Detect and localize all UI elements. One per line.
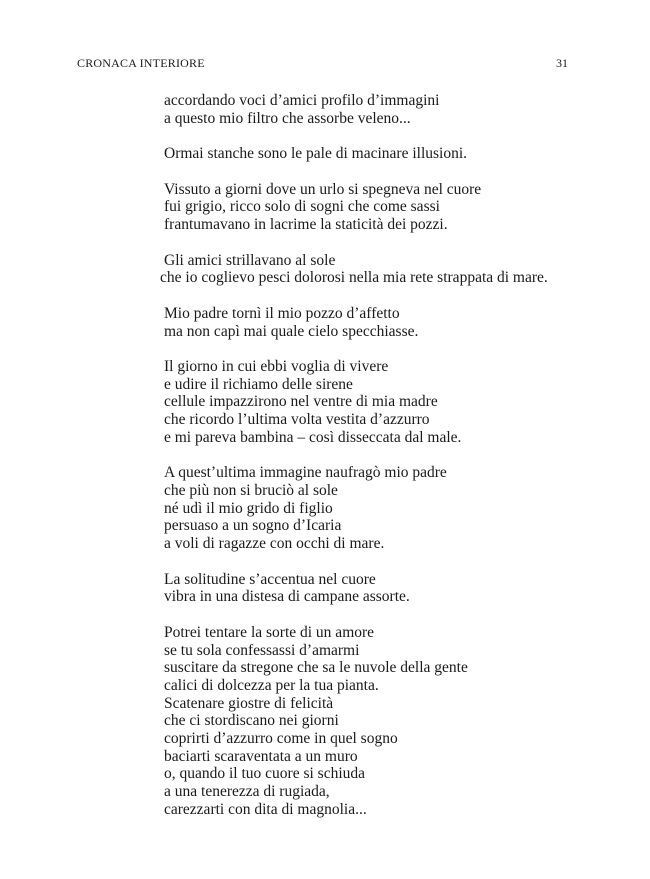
verse-line: Gli amici strillavano al sole [164,251,336,269]
running-title: CRONACA INTERIORE [77,56,205,70]
verse-line: a una tenerezza di rugiada, [164,783,330,801]
verse-line: e mi pareva bambina – così disseccata dal male. [164,428,462,446]
verse-line: che più non si bruciò al sole [164,482,338,500]
verse-line: fui grigio, ricco solo di sogni che come sassi [164,198,440,216]
verse-line: né udì il mio grido di figlio [164,499,333,517]
verse-line: o, quando il tuo cuore si schiuda [164,765,366,783]
verse-line: Scatenare giostre di felicità [164,694,334,712]
verse-line: Ormai stanche sono le pale di macinare illusioni. [164,145,468,163]
verse-line: ma non capì mai quale cielo specchiasse. [164,322,419,340]
stanza [164,92,624,127]
verse-line: persuaso a un sogno d’Icaria [164,517,342,535]
verse-line: A quest’ultima immagine naufragò mio padre [164,464,447,482]
stanza [164,624,624,819]
stanza [164,358,624,447]
verse-line: se tu sola confessassi d’amarmi [164,641,360,659]
verse-line: carezzarti con dita di magnolia... [164,800,367,818]
verse-line: vibra in una distesa di campane assorte. [164,588,410,606]
verse-line: calici di dolcezza per la tua pianta. [164,676,379,694]
verse-line: Vissuto a giorni dove un urlo si spegneva nel cuore [164,180,482,198]
verse-line: e udire il richiamo delle sirene [164,375,353,393]
verse-line: che ci stordiscano nei giorni [164,712,339,730]
verse-line: Potrei tentare la sorte di un amore [164,623,375,641]
verse-line: frantumavano in lacrime la staticità dei pozzi. [164,216,448,234]
stanza [164,145,624,163]
stanza [160,251,624,287]
verse-line: accordando voci d’amici profilo d’immagini [164,92,440,109]
stanza [164,305,624,340]
verse-line: suscitare da stregone che sa le nuvole della gente [164,659,468,677]
verse-line: coprirti d’azzurro come in quel sogno [164,730,398,748]
verse-line: Mio padre tornì il mio pozzo d’affetto [164,304,400,322]
verse-line: che ricordo l’ultima volta vestita d’azzurro [164,411,430,429]
stanza [164,571,624,606]
verse-line: La solitudine s’accentua nel cuore [164,570,376,588]
poem-body [160,92,624,836]
page-number: 31 [556,56,568,70]
verse-line: a voli di ragazze con occhi di mare. [164,535,385,553]
verse-line: che io coglievo pesci dolorosi nella mia rete strappata di mare. [160,269,548,287]
verse-line: baciarti scaraventata a un muro [164,747,358,765]
stanza [164,464,624,553]
stanza [164,181,624,234]
verse-line: a questo mio filtro che assorbe veleno... [164,109,411,127]
verse-line: cellule impazzirono nel ventre di mia madre [164,393,438,411]
verse-line: Il giorno in cui ebbi voglia di vivere [164,358,389,376]
